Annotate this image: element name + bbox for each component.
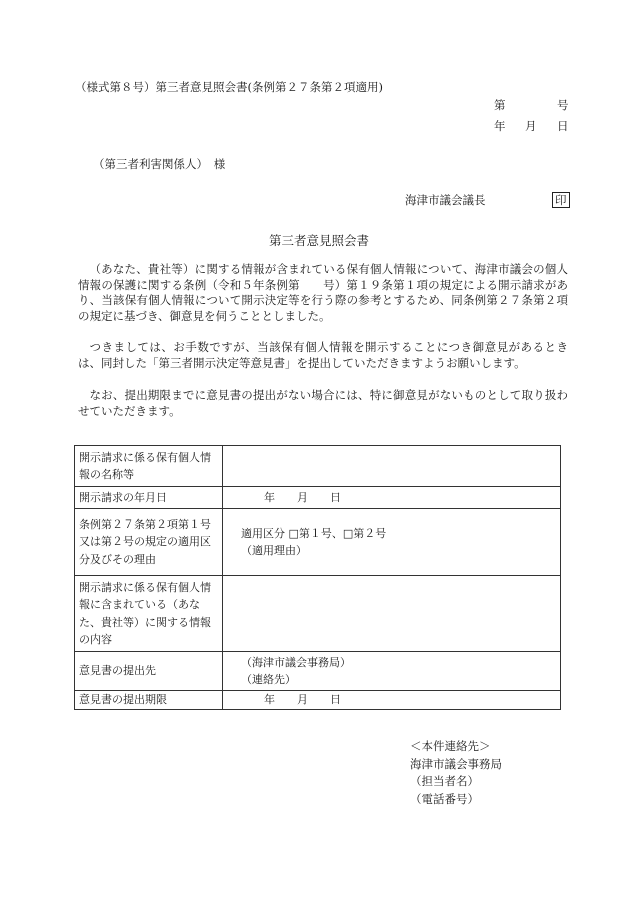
date-day: 日 [557,119,569,133]
sender-name: 海津市議会議長 [405,193,486,207]
submit-to-office: （海津市議会事務局） [241,655,351,669]
applicability-class: 適用区分 □第１号、□第２号 [241,526,387,540]
body-paragraph-1: （あなた、貴社等）に関する情報が含まれている保有個人情報について、海津市議会の個人情報の保護に関する条例（令和５年条例第 号）第１９条第１項の規定による開示請求があり、当該保有個人情報について開示決定等を行う際の参考とするため、同条例第２７条第２項の規定に基づき、御意見を伺うこととしました。 [78,262,568,323]
table-row [75,446,561,487]
table-value-info-content [223,576,561,652]
contact-heading: ＜本件連絡先＞ [410,739,491,753]
contact-person: （担当者名） [410,774,479,788]
table-value-applicability [223,509,561,576]
table-row [75,576,561,652]
table-value-deadline: 年 月 日 [264,693,341,706]
table-row [75,652,561,691]
table-value-request-date-cell [223,487,561,509]
date-month: 月 [525,119,537,133]
table-label-info-content: 開示請求に係る保有個人情報に含まれている（あなた、貴社等）に関する情報の内容 [75,576,223,652]
contact-phone: （電話番号） [410,791,479,806]
applicability-reason: （適用理由） [241,544,307,557]
seal-mark: 印 [552,192,570,208]
table-value-deadline-cell [223,691,561,710]
document-title: 第三者意見照会書 [269,233,370,248]
table-label-request-date: 開示請求の年月日 [75,487,223,509]
contact-block [410,738,502,808]
body-paragraph-2: つきましては、お手数ですが、当該保有個人情報を開示することにつき御意見があるときは、同封した「第三者開示決定等意見書」を提出していただきますようお願いします。 [78,340,568,370]
table-value-request-date: 年 月 日 [264,490,341,504]
info-table [74,445,561,710]
table-row [75,509,561,576]
table-value-info-name [223,446,561,487]
contact-office: 海津市議会事務局 [410,756,502,771]
table-row [75,691,561,710]
table-label-submit-to: 意見書の提出先 [75,652,223,691]
table-label-deadline: 意見書の提出期限 [75,691,223,710]
table-value-submit-to [223,652,561,691]
submit-to-contact: （連絡先） [241,673,296,686]
addressee: （第三者利害関係人） 様 [93,157,226,171]
date-year: 年 [494,119,506,133]
table-row [75,487,561,509]
doc-number-suffix: 号 [557,98,569,112]
table-label-info-name: 開示請求に係る保有個人情報の名称等 [75,446,223,487]
form-number: （様式第８号）第三者意見照会書(条例第２７条第２項適用) [75,80,383,94]
table-label-applicability: 条例第２７条第２項第１号又は第２号の規定の適用区分及びその理由 [75,509,223,576]
doc-number-prefix: 第 [494,98,506,112]
body-paragraph-3: なお、提出期限までに意見書の提出がない場合には、特に御意見がないものとして取り扱わせていただきます。 [78,388,568,418]
